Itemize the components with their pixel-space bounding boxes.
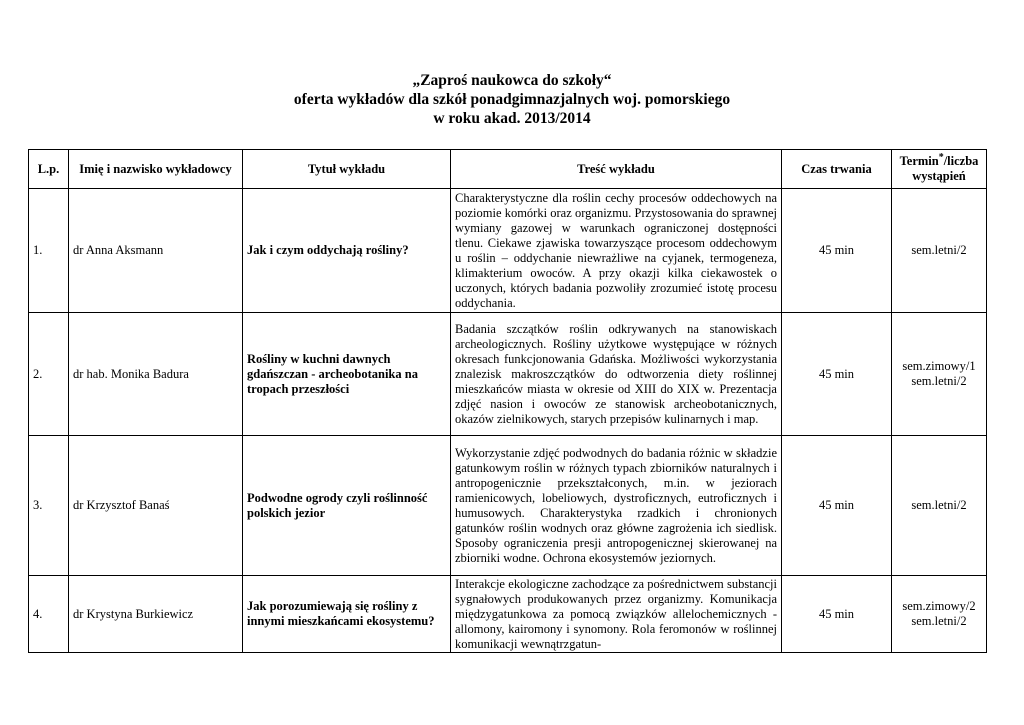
- term-line-1: sem.zimowy/2: [902, 599, 976, 613]
- lecture-duration: 45 min: [782, 576, 892, 653]
- lecture-term: [892, 313, 987, 436]
- lecture-content: Interakcje ekologiczne zachodzące za pośrednictwem substancji sygnałowych produkowanych przez organizmy. Komunikacja międzygatunkowa za pomocą związków allelochemicznych - allomony, kairomony i synomony. Rola feromonów w roślinnej komunikacji wewnątrzgatun-: [451, 576, 782, 653]
- lecture-duration: 45 min: [782, 436, 892, 576]
- header-year: w roku akad. 2013/2014: [433, 110, 591, 127]
- header-subtitle: oferta wykładów dla szkół ponadgimnazjalnych woj. pomorskiego: [293, 91, 731, 108]
- lecture-duration: 45 min: [782, 313, 892, 436]
- lecture-content: Wykorzystanie zdjęć podwodnych do badania różnic w składzie gatunkowym roślin w różnych typach zbiorników naturalnych i antropogenicznie przekształconych, m.in. w jeziorach ramienicowych, lobeliowych, dystroficznych, eutroficznych i humusowych. Charakterystyka rzadkich i chronionych gatunków roślin wodnych oraz główne zagrożenia ich siedlisk. Sposoby ograniczenia presji antropogenicznej skierowanej na zbiorniki wodne. Ochrona ekosystemów jeziornych.: [451, 436, 782, 576]
- term-line-1: sem.letni/2: [911, 243, 967, 257]
- header-title: „Zaproś naukowca do szkoły“: [412, 72, 612, 89]
- row-number: 2.: [29, 313, 69, 436]
- lecturer-name: dr hab. Monika Badura: [69, 313, 243, 436]
- lecture-title: Jak i czym oddychają rośliny?: [243, 189, 451, 313]
- lecturer-name: dr Anna Aksmann: [69, 189, 243, 313]
- term-line-1: sem.letni/2: [911, 498, 967, 512]
- term-line-2: sem.letni/2: [911, 614, 967, 628]
- term-line-2: sem.letni/2: [911, 374, 967, 388]
- table-row: [29, 436, 987, 576]
- lecture-duration: 45 min: [782, 189, 892, 313]
- lecture-content: Charakterystyczne dla roślin cechy procesów oddechowych na poziomie komórki oraz organizmu. Przystosowania do sprawnej wymiany gazowej w warunkach ograniczonej dostępności tlenu. Ciekawe zjawiska towarzyszące procesom oddechowym u roślin – oddychanie niewrażliwe na cyjanek, termogeneza, klimakterium owoców. A przy okazji kilka ciekawostek o uczonych, których badania pozwoliły zrozumieć istotę procesu oddychania.: [451, 189, 782, 313]
- col-header-lp: L.p.: [29, 150, 69, 189]
- lecture-term: [892, 436, 987, 576]
- table-header-row: [29, 150, 987, 189]
- lecture-term: [892, 576, 987, 653]
- row-number: 1.: [29, 189, 69, 313]
- lecture-title: Rośliny w kuchni dawnych gdańszczan - archeobotanika na tropach przeszłości: [243, 313, 451, 436]
- lecturer-name: dr Krystyna Burkiewicz: [69, 576, 243, 653]
- term-header-text: Termin: [899, 154, 939, 168]
- col-header-term: [892, 150, 987, 189]
- col-header-duration: Czas trwania: [782, 150, 892, 189]
- col-header-title: Tytuł wykładu: [243, 150, 451, 189]
- lectures-table: [28, 149, 987, 653]
- term-footnote-mark: *: [938, 151, 944, 163]
- table-row: [29, 189, 987, 313]
- term-line-1: sem.zimowy/1: [902, 359, 976, 373]
- row-number: 3.: [29, 436, 69, 576]
- lecture-content: Badania szczątków roślin odkrywanych na stanowiskach archeologicznych. Rośliny użytkowe występujące w różnych okresach funkcjonowania Gdańska. Możliwości wykorzystania znalezisk makroszczątków do odtworzenia diety roślinnej mieszkańców miasta w okresie od XIII do XIX w. Prezentacja zdjęć nasion i owoców ze stanowisk archeobotanicznych, okazów zielnikowych, starych przepisów kulinarnych i map.: [451, 313, 782, 436]
- table-row: [29, 313, 987, 436]
- table-row: [29, 576, 987, 653]
- col-header-name: Imię i nazwisko wykładowcy: [69, 150, 243, 189]
- row-number: 4.: [29, 576, 69, 653]
- lecturer-name: dr Krzysztof Banaś: [69, 436, 243, 576]
- term-header-suffix: /liczba wystąpień: [912, 154, 979, 183]
- lecture-title: Jak porozumiewają się rośliny z innymi mieszkańcami ekosystemu?: [243, 576, 451, 653]
- document-header: [0, 71, 1024, 128]
- col-header-content: Treść wykładu: [451, 150, 782, 189]
- lecture-title: Podwodne ogrody czyli roślinność polskich jezior: [243, 436, 451, 576]
- lecture-term: [892, 189, 987, 313]
